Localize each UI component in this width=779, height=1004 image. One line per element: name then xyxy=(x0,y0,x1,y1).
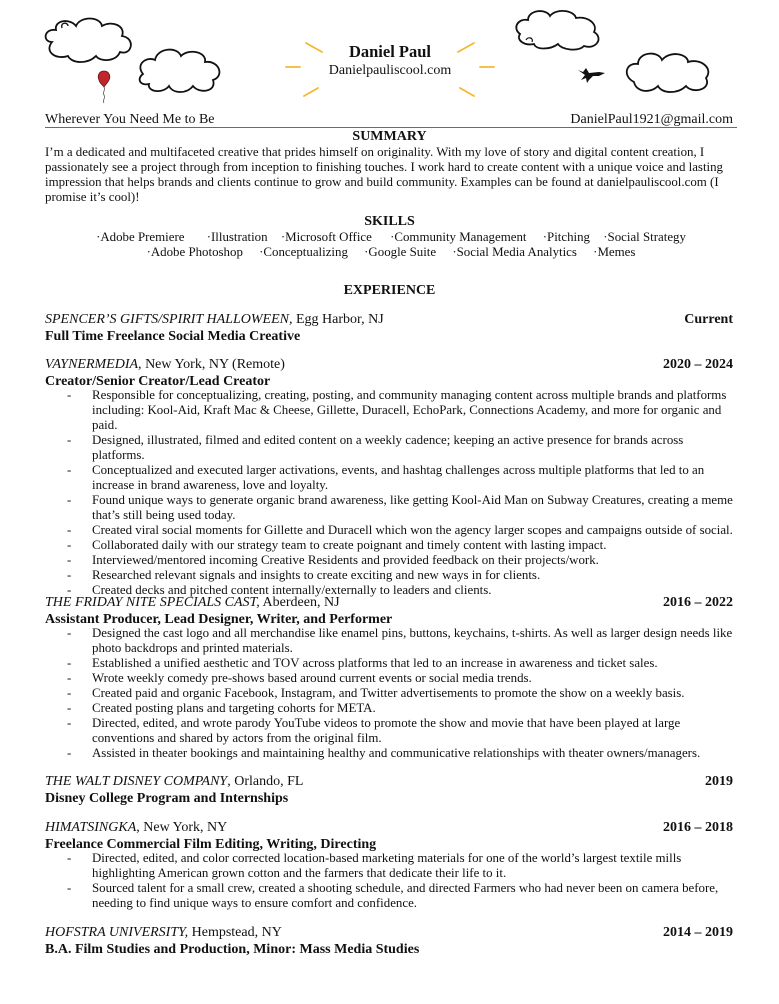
bullet-item: - Found unique ways to generate organic brand awareness, like getting Kool-Aid Man on Subway Creatures, creating a meme that’s still being used today. xyxy=(67,493,733,522)
bullet-item: - Directed, edited, and wrote parody YouTube videos to promote the show and movie that have been played at large conventions and shared by actors from the original film. xyxy=(67,716,681,745)
bullet-item: - Researched relevant signals and insights to create exciting and new ways in for clients. xyxy=(67,568,541,582)
skill-item: ·Community Management xyxy=(390,230,527,244)
job-date: 2019 xyxy=(705,774,733,789)
bullet-item: - Collaborated daily with our strategy team to create poignant and timely content with lasting impact. xyxy=(67,538,607,552)
bullet-item: - Established a unified aesthetic and TOV across platforms that led to an increase in awareness and ticket sales. xyxy=(67,656,658,670)
job-title: B.A. Film Studies and Production, Minor: Mass Media Studies xyxy=(45,942,420,957)
bullet-item: - Conceptualized and executed larger activations, events, and hashtag challenges across multiple platforms that led to an increase in brand awareness, love and loyalty. xyxy=(67,463,705,492)
cloud-icon xyxy=(133,44,229,96)
header-divider xyxy=(45,127,737,128)
bird-icon xyxy=(577,66,607,84)
job-header xyxy=(45,773,733,790)
bullet-item: - Designed, illustrated, filmed and edited content on a weekly cadence; keeping an active presence for brands across platforms. xyxy=(67,433,684,462)
skill-item: ·Adobe Premiere xyxy=(96,230,185,244)
job-header xyxy=(45,924,733,941)
skills-row-2 xyxy=(45,245,737,260)
job-location: Aberdeen, NJ xyxy=(259,595,340,610)
job-date: Current xyxy=(684,312,733,327)
job-location: New York, NY (Remote) xyxy=(141,357,285,372)
skill-item: ·Illustration xyxy=(206,230,268,244)
job-org: HOFSTRA UNIVERSITY, xyxy=(45,925,189,940)
job-bullets xyxy=(45,388,735,598)
bullet-item: - Designed the cast logo and all merchandise like enamel pins, buttons, keychains, t-shirts. As well as larger design needs like photo backdrops and printed materials. xyxy=(67,626,733,655)
job-title: Disney College Program and Internships xyxy=(45,791,289,806)
skills-heading: SKILLS xyxy=(364,214,415,229)
skill-item: ·Memes xyxy=(593,245,636,259)
job-bullets xyxy=(45,626,735,761)
job-location: , New York, NY xyxy=(136,820,228,835)
bullet-item: - Created viral social moments for Gillette and Duracell which won the agency larger scopes and campaigns outside of social. xyxy=(67,523,733,537)
skill-item: ·Microsoft Office xyxy=(280,230,372,244)
website-link[interactable]: Danielpauliscool.com xyxy=(328,63,452,78)
job-date: 2020 – 2024 xyxy=(663,357,733,372)
job-location: Egg Harbor, NJ xyxy=(292,312,384,327)
bullet-item: - Sourced talent for a small crew, created a shooting schedule, and directed Farmers who had never been on camera before, needing to find unique ways to ensure comfort and confidence. xyxy=(67,881,719,910)
cloud-icon xyxy=(40,14,140,66)
job-header xyxy=(45,594,733,611)
cloud-icon xyxy=(512,6,606,52)
skill-item: ·Social Strategy xyxy=(603,230,686,244)
skills-row-1 xyxy=(45,230,737,245)
skill-item: ·Social Media Analytics xyxy=(452,245,577,259)
job-date: 2014 – 2019 xyxy=(663,925,733,940)
job-title: Full Time Freelance Social Media Creative xyxy=(45,329,301,344)
bullet-item: - Created posting plans and targeting cohorts for META. xyxy=(67,701,376,715)
location-text: Wherever You Need Me to Be xyxy=(45,112,215,127)
balloon-icon xyxy=(96,70,112,104)
job-org: HIMATSINGKA xyxy=(45,820,137,835)
bullet-item: - Created decks and pitched content internally/externally to leaders and clients. xyxy=(67,583,492,597)
cloud-icon xyxy=(620,46,716,96)
job-location: Hempstead, NY xyxy=(188,925,282,940)
person-name: Daniel Paul xyxy=(348,42,432,61)
bullet-item: - Responsible for conceptualizing, creating, posting, and community managing content across multiple brands and platforms including: Kool-Aid, Kraft Mac & Cheese, Gillette, Duracell, EchoPark, Connections Academy, and more for organic and paid. xyxy=(67,388,727,432)
job-org: THE WALT DISNEY COMPANY xyxy=(45,774,228,789)
skill-item: ·Google Suite xyxy=(364,245,437,259)
bullet-item: - Assisted in theater bookings and maintaining healthy and communicative relationships with theater owners/managers. xyxy=(67,746,701,760)
job-header xyxy=(45,356,733,373)
job-org: THE FRIDAY NITE SPECIALS CAST, xyxy=(45,595,260,610)
experience-heading: EXPERIENCE xyxy=(343,283,436,298)
job-title: Creator/Senior Creator/Lead Creator xyxy=(45,374,271,389)
skill-item: ·Pitching xyxy=(542,230,590,244)
job-date: 2016 – 2018 xyxy=(663,820,733,835)
skill-item: ·Conceptualizing xyxy=(259,245,348,259)
job-org: VAYNERMEDIA, xyxy=(45,357,142,372)
name-block xyxy=(290,42,490,79)
summary-heading: SUMMARY xyxy=(352,129,427,144)
email-link[interactable]: DanielPaul1921@gmail.com xyxy=(570,112,733,127)
skill-item: ·Adobe Photoshop xyxy=(146,245,243,259)
job-title: Freelance Commercial Film Editing, Writing, Directing xyxy=(45,837,377,852)
summary-text: I’m a dedicated and multifaceted creative that prides himself on originality. With my love of story and digital content creation, I passionately see a project through from inception to finishing touches. I work hard to create content with a unique voice and lasting impression that helps brands and clients continue to grow and build community. Examples can be found at danielpauliscool.com (I promise it’s cool)! xyxy=(45,145,723,204)
job-header xyxy=(45,311,733,328)
bullet-item: - Interviewed/mentored incoming Creative Residents and provided feedback on their projects/work. xyxy=(67,553,599,567)
bullet-item: - Directed, edited, and color corrected location-based marketing materials for one of the world’s largest textile mills highlighting American grown cotton and the farmers that dedicate their life to it. xyxy=(67,851,682,880)
job-org: SPENCER’S GIFTS/SPIRIT HALLOWEEN, xyxy=(45,312,293,327)
bullet-item: - Created paid and organic Facebook, Instagram, and Twitter advertisements to promote the show on a weekly basis. xyxy=(67,686,685,700)
bullet-item: - Wrote weekly comedy pre-shows based around current events or social media trends. xyxy=(67,671,532,685)
job-bullets xyxy=(45,851,735,911)
job-header xyxy=(45,819,733,836)
job-title: Assistant Producer, Lead Designer, Writer, and Performer xyxy=(45,612,393,627)
job-location: , Orlando, FL xyxy=(227,774,304,789)
contact-row xyxy=(45,111,735,128)
job-date: 2016 – 2022 xyxy=(663,595,733,610)
